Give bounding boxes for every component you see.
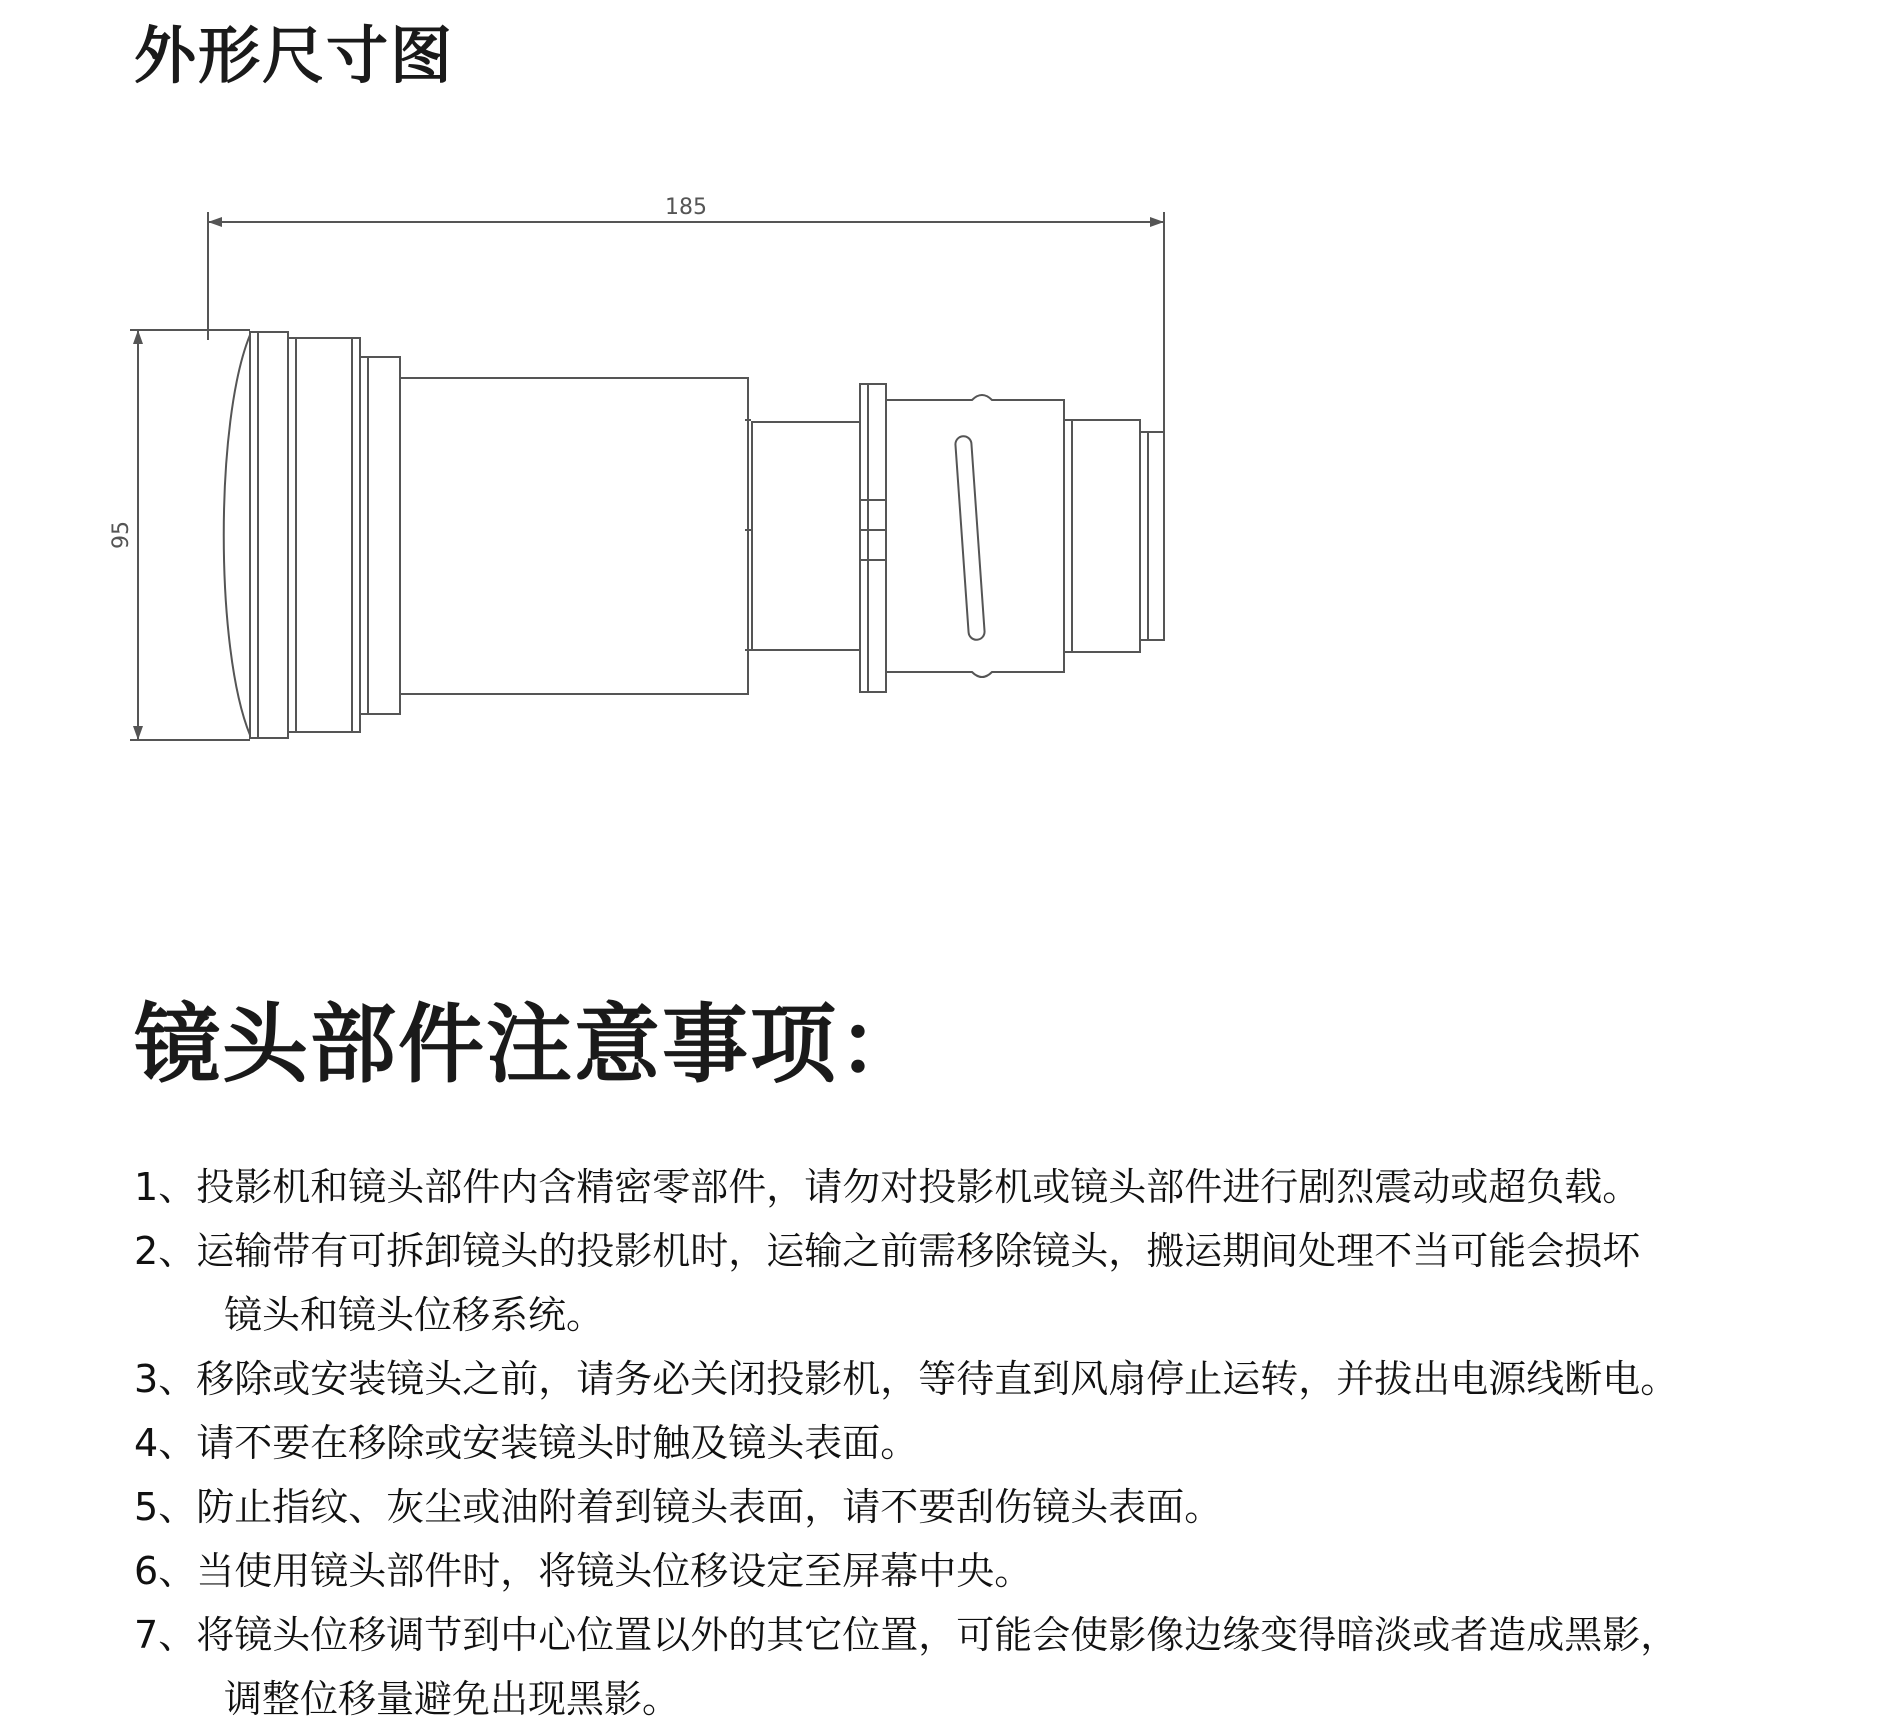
- barrel-neck: [752, 422, 860, 650]
- lens-notes-title: 镜头部件注意事项：: [134, 995, 926, 1095]
- diameter-dimension-label: 95: [109, 521, 134, 549]
- diameter-arrow-top: [133, 330, 143, 344]
- note-item: [134, 1411, 1874, 1475]
- note-item: [134, 1539, 1874, 1603]
- front-lens-ring: [250, 332, 288, 738]
- note-item: [134, 1219, 1874, 1347]
- note-text: 、移除或安装镜头之前，请务必关闭投影机，等待直到风扇停止运转，并拔出电源线断电。: [158, 1357, 1679, 1401]
- note-item: [134, 1347, 1874, 1411]
- lens-notes-list: [134, 1155, 1874, 1731]
- note-item: [134, 1603, 1874, 1731]
- diameter-arrow-bottom: [133, 726, 143, 740]
- note-number: 7: [134, 1613, 159, 1657]
- note-text: 、当使用镜头部件时，将镜头位移设定至屏幕中央。: [158, 1549, 1033, 1593]
- note-continuation: 调整位移量避免出现黑影。: [224, 1677, 681, 1721]
- note-number: 4: [134, 1421, 159, 1465]
- note-continuation: 镜头和镜头位移系统。: [224, 1293, 605, 1337]
- note-text: 、将镜头位移调节到中心位置以外的其它位置，可能会使影像边缘变得暗淡或者造成黑影，: [158, 1613, 1679, 1657]
- front-lens-curve: [224, 335, 250, 735]
- note-item: [134, 1475, 1874, 1539]
- length-arrow-left: [208, 217, 222, 227]
- note-text: 、运输带有可拆卸镜头的投影机时，运输之前需移除镜头，搬运期间处理不当可能会损坏: [158, 1229, 1641, 1273]
- note-number: 2: [134, 1229, 159, 1273]
- note-number: 6: [134, 1549, 159, 1593]
- note-item: [134, 1155, 1874, 1219]
- lens-collar: [360, 357, 400, 714]
- note-number: 5: [134, 1485, 159, 1529]
- mount-flange: [860, 384, 886, 692]
- note-text: 、投影机和镜头部件内含精密零部件，请勿对投影机或镜头部件进行剧烈震动或超负载。: [158, 1165, 1641, 1209]
- note-number: 1: [134, 1165, 159, 1209]
- front-bezel: [288, 338, 360, 732]
- note-number: 3: [134, 1357, 159, 1401]
- shift-slot: [955, 436, 985, 641]
- note-text: 、防止指纹、灰尘或油附着到镜头表面，请不要刮伤镜头表面。: [158, 1485, 1223, 1529]
- dimension-drawing-title: 外形尺寸图: [134, 19, 455, 92]
- length-dimension-label: 185: [665, 195, 707, 220]
- shift-body: [886, 395, 1064, 677]
- main-barrel: [400, 378, 748, 694]
- length-arrow-right: [1150, 217, 1164, 227]
- rear-cap: [1140, 432, 1164, 640]
- rear-section: [1064, 420, 1140, 652]
- note-text: 、请不要在移除或安装镜头时触及镜头表面。: [158, 1421, 919, 1465]
